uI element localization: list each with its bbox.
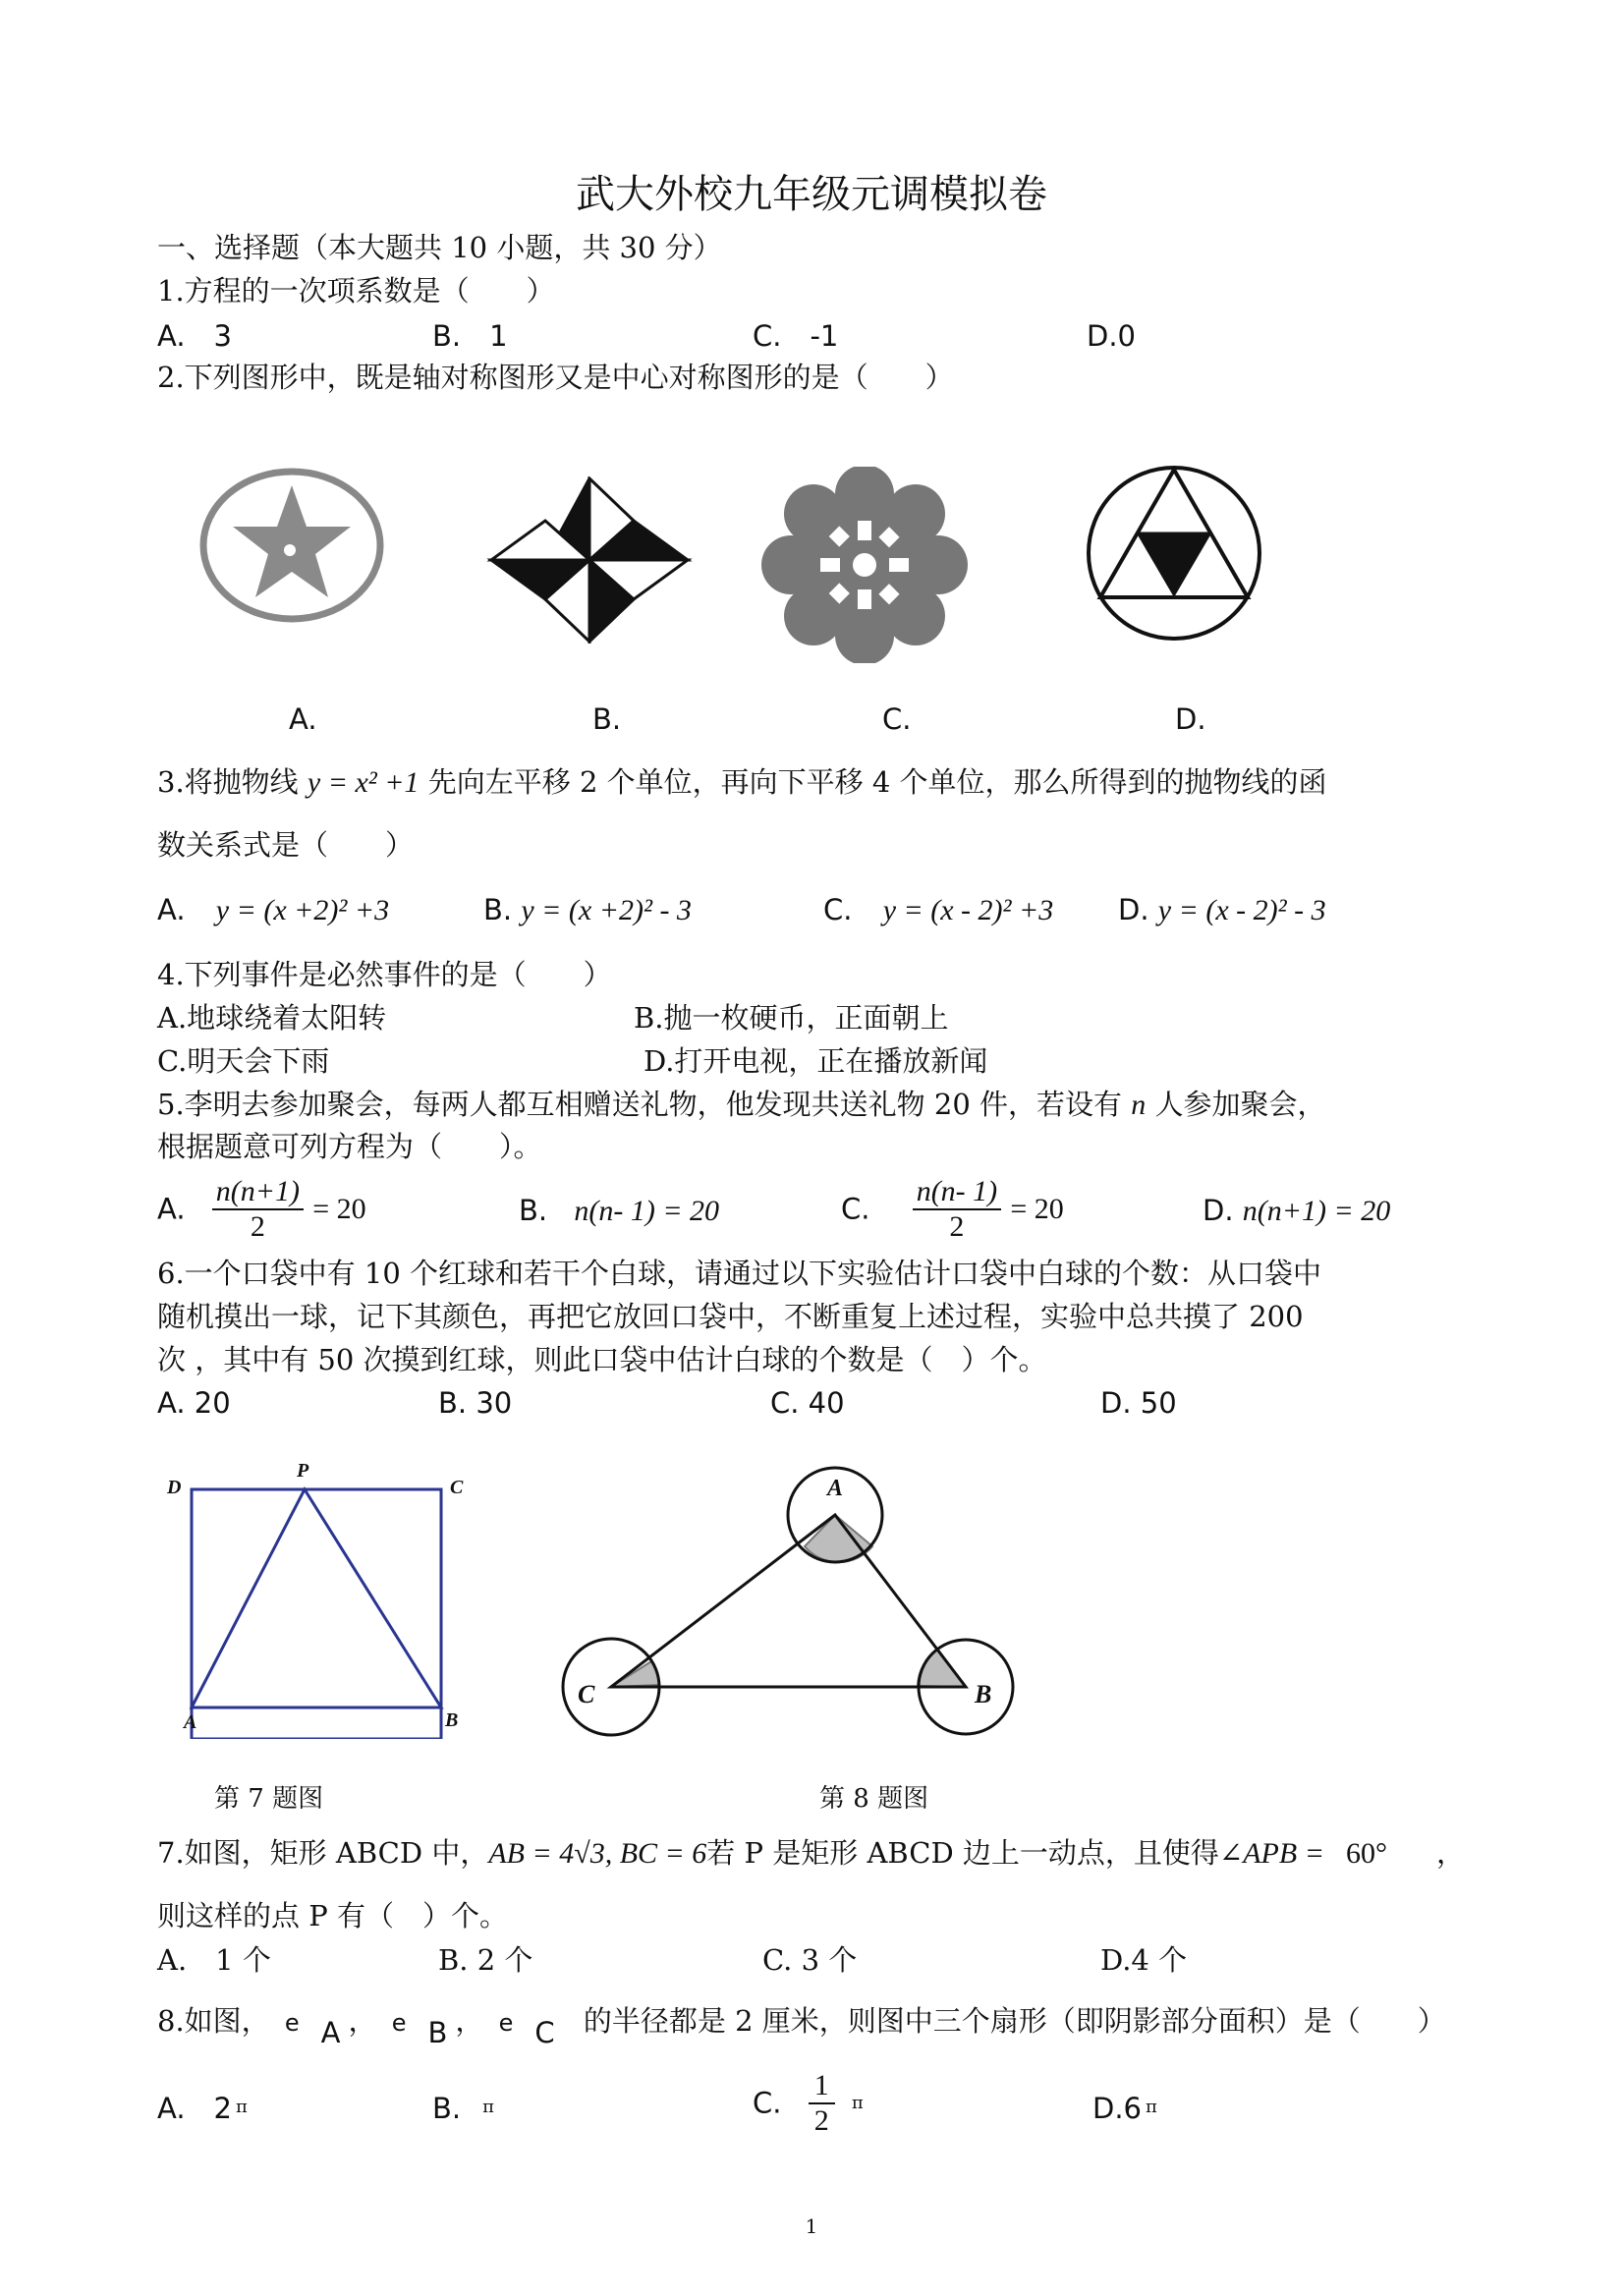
q1-stem: 1.方程的一次项系数是（ ） [157,274,555,308]
figure-7-rectangle [157,1454,491,1739]
q5-option-a-fraction [212,1177,304,1242]
q8-line1 [157,2004,1446,2049]
q2-stem: 2.下列图形中，既是轴对称图形又是中心对称图形的是（ ） [157,361,954,394]
q5-option-c [841,1177,1064,1242]
q2-label-c: C. [882,702,912,736]
q3-line1 [157,765,1327,799]
q8-sep-2: ， [455,2004,484,2038]
q8-text-pre: 8.如图， [157,2004,270,2038]
fig8-caption: 第 8 题图 [819,1784,929,1814]
q4-stem: 4.下列事件是必然事件的是（ ） [157,958,612,991]
q7-equation-sides: AB = 4√3, BC = 6 [488,1837,707,1870]
q8-option-a-text: A. 2 [157,2092,232,2125]
figure-star-circle [192,462,388,629]
q4-option-b: B.抛一枚硬币，正面朝上 [634,1001,949,1035]
q5-option-a-numerator: n(n+1) [212,1177,304,1210]
q8-circle-a-label: A [320,2016,341,2049]
q3-option-d-label: D. [1118,893,1149,926]
q7-text-pre: 7.如图，矩形 ABCD 中， [157,1836,489,1870]
q5-option-b-label: B. [519,1194,548,1227]
section-heading: 一、选择题（本大题共 10 小题，共 30 分） [157,231,722,264]
fig7-label-c: C [450,1477,464,1498]
page-number: 1 [805,2214,818,2238]
q8-text-post: 的半径都是 2 厘米，则图中三个扇形（即阴影部分面积）是（ ） [583,2004,1446,2038]
q8-circle-c-symbol: e [498,2009,514,2037]
q5-option-a-label: A. [157,1192,186,1226]
q7-angle-value: 60° [1345,1837,1387,1870]
q8-circle-b-symbol: e [391,2009,407,2037]
q3-option-a [157,893,390,926]
q5-option-c-label: C. [841,1192,870,1226]
q5-variable: n [1131,1089,1147,1121]
q8-circle-a-symbol: e [284,2009,300,2037]
q5-option-c-rhs: = 20 [1010,1193,1064,1225]
q4-option-a: A.地球绕着太阳转 [157,1001,387,1035]
q6-option-b: B. 30 [438,1386,513,1420]
q5-text-pre: 5.李明去参加聚会，每两人都互相赠送礼物，他发现共送礼物 20 件，若设有 [157,1088,1123,1121]
q1-option-d: D.0 [1087,319,1136,353]
q6-option-a: A. 20 [157,1386,231,1420]
q7-text-mid: 若 P 是矩形 ABCD 边上一动点，且使得∠ [706,1836,1244,1870]
q8-circle-b-label: B [427,2016,448,2049]
q3-option-d-eq: y = (x - 2)² - 3 [1157,894,1326,926]
q8-circle-c-label: C [534,2016,555,2049]
q3-option-c [823,893,1054,926]
figure-8-triangle-circles [550,1454,1041,1749]
fig7-label-d: D [167,1477,182,1498]
q3-option-b [483,893,692,926]
q6-line1: 6.一个口袋中有 10 个红球和若干个白球，请通过以下实验估计口袋中白球的个数：从口袋中 [157,1257,1322,1290]
q3-option-b-label: B. [483,893,513,926]
page-title: 武大外校九年级元调模拟卷 [576,172,1047,217]
q6-line3: 次 ，其中有 50 次摸到红球，则此口袋中估计白球的个数是（ ）个。 [157,1343,1047,1376]
q8-option-d-pi: π [1146,2097,1157,2117]
q6-option-d: D. 50 [1100,1386,1177,1420]
q3-option-d [1118,893,1326,926]
q8-option-a-pi: π [236,2097,248,2117]
q1-option-a: A. 3 [157,319,232,353]
q6-line2: 随机摸出一球，记下其颜色，再把它放回口袋中，不断重复上述过程，实验中总共摸了 200 [157,1300,1304,1333]
q1-option-c: C. -1 [753,319,839,353]
q2-label-a: A. [289,702,317,736]
q3-option-a-eq: y = (x +2)² +3 [215,894,390,926]
fig8-label-b: B [975,1680,992,1708]
fig8-label-a: A [827,1476,844,1501]
q3-line2: 数关系式是（ ） [157,828,415,862]
q5-option-d-label: D. [1203,1194,1234,1227]
q5-option-a-rhs: = 20 [312,1193,366,1225]
q8-option-c-fraction [809,2071,835,2136]
q8-option-c-label: C. [753,2086,782,2120]
q3-equation: y = x² +1 [307,766,420,799]
fig7-label-p: P [297,1460,309,1482]
q3-option-c-eq: y = (x - 2)² +3 [882,894,1054,926]
q3-option-c-label: C. [823,893,853,926]
q3-option-b-eq: y = (x +2)² - 3 [521,894,692,926]
q2-label-b: B. [592,702,622,736]
figure-flower [747,467,982,663]
q4-option-c: C.明天会下雨 [157,1044,330,1078]
q7-line2: 则这样的点 P 有（ ）个。 [157,1899,508,1932]
q8-option-c-numerator: 1 [809,2071,835,2104]
q8-option-d-text: D.6 [1092,2092,1142,2125]
q5-line1 [157,1088,1326,1121]
q8-option-b-pi: π [482,2097,494,2117]
q5-option-d-eq: n(n+1) = 20 [1242,1195,1391,1227]
q7-line1 [157,1836,1465,1870]
q5-option-a-denominator: 2 [250,1210,265,1243]
q5-option-c-denominator: 2 [949,1210,965,1243]
q8-option-c-denominator: 2 [813,2104,829,2137]
q5-option-b [519,1194,720,1227]
q5-text-post: 人参加聚会， [1154,1088,1326,1121]
q5-option-c-numerator: n(n- 1) [913,1177,1001,1210]
q8-option-b-text: B. [432,2092,462,2125]
q5-option-d [1203,1194,1391,1227]
q5-option-b-eq: n(n- 1) = 20 [574,1195,720,1227]
q7-option-c: C. 3 个 [762,1943,858,1977]
q1-option-b: B. 1 [432,319,508,353]
q5-option-a [157,1177,366,1242]
fig8-label-c: C [578,1680,595,1708]
fig7-label-a: A [184,1711,197,1733]
q8-option-c-pi: π [851,2093,864,2113]
q8-option-c [753,2071,864,2136]
figure-triangle-circle [1081,462,1267,644]
q8-sep-1: ， [348,2004,377,2038]
q6-option-c: C. 40 [770,1386,845,1420]
q4-option-d: D.打开电视，正在播放新闻 [644,1044,988,1078]
q8-option-a [157,2092,248,2125]
figure-pinwheel [486,476,693,644]
fig7-label-b: B [445,1709,459,1731]
q5-line2: 根据题意可列方程为（ ）。 [157,1130,542,1163]
q7-equation-angle: APB = [1243,1837,1324,1870]
q8-option-b [432,2092,494,2125]
q5-option-c-fraction [913,1177,1001,1242]
q3-text-post: 先向左平移 2 个单位，再向下平移 4 个单位，那么所得到的抛物线的函 [427,765,1327,799]
q3-option-a-label: A. [157,893,186,926]
fig7-caption: 第 7 题图 [214,1784,324,1814]
q8-option-d [1092,2092,1157,2125]
q7-option-d: D.4 个 [1100,1943,1188,1977]
q7-text-post: ， [1435,1836,1465,1870]
q3-text-pre: 3.将抛物线 [157,765,299,799]
q7-option-a: A. 1 个 [157,1943,271,1977]
q7-option-b: B. 2 个 [438,1943,533,1977]
q2-label-d: D. [1175,702,1206,736]
